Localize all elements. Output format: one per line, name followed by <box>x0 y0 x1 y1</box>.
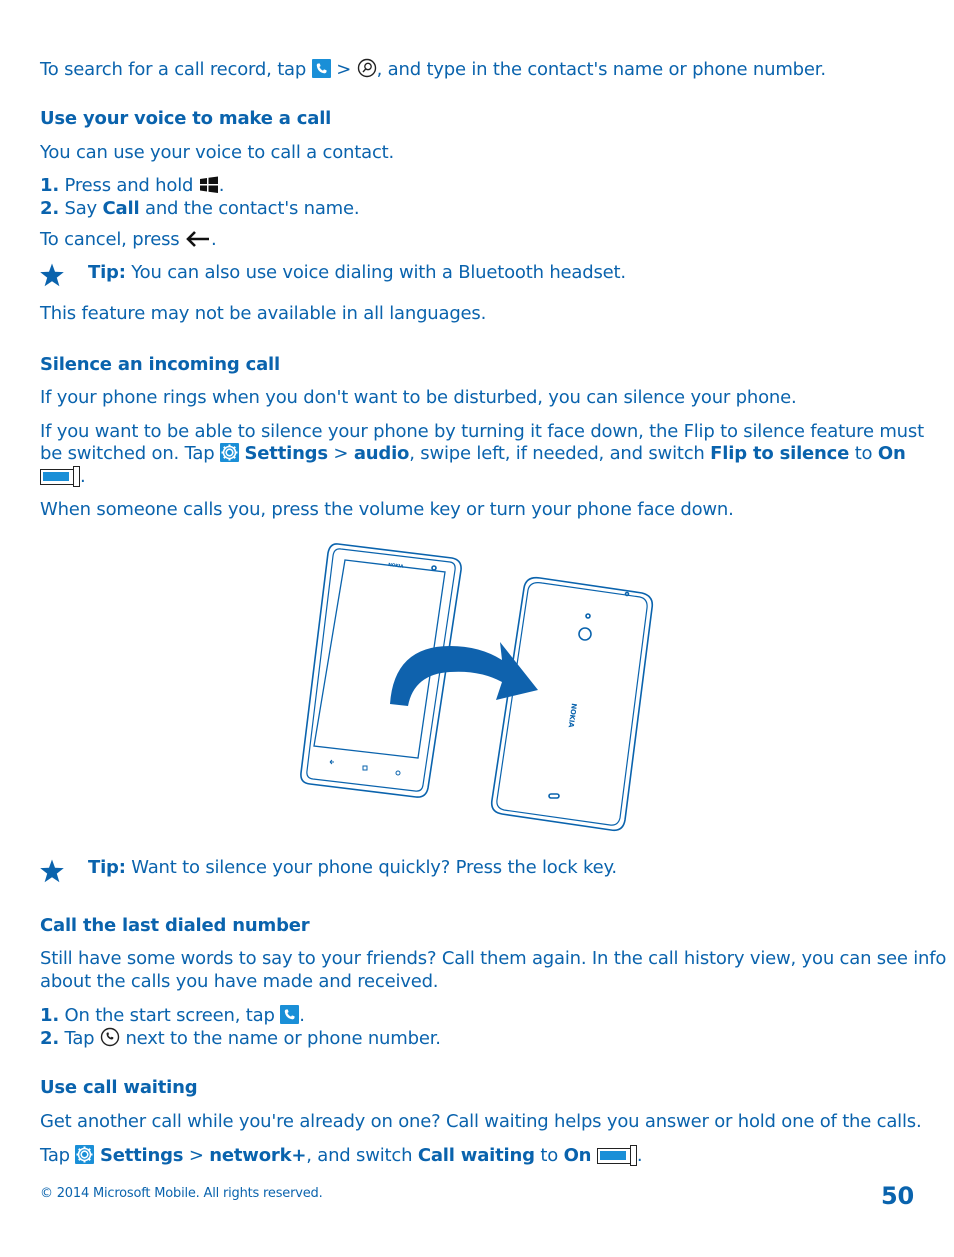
star-icon <box>39 858 65 889</box>
last-para-line-2: about the calls you have made and received. <box>40 971 439 992</box>
voice-availability: This feature may not be available in all languages. <box>40 303 487 324</box>
waiting-para: Get another call while you're already on one? Call waiting helps you answer or hold one of the calls. <box>40 1111 922 1132</box>
last-para-line-1: Still have some words to say to your friends? Call them again. In the call history view, you can see info <box>40 948 947 969</box>
last-step-1: 1. On the start screen, tap . <box>40 1005 305 1026</box>
voice-cancel: To cancel, press . <box>40 229 217 254</box>
waiting-instructions: Tap Settings > network+, and switch Call waiting to On . <box>40 1145 643 1166</box>
voice-para: You can use your voice to call a contact. <box>40 142 395 163</box>
voice-heading: Use your voice to make a call <box>40 108 332 129</box>
silence-para-1: If your phone rings when you don't want to be disturbed, you can silence your phone. <box>40 387 797 408</box>
search-icon <box>357 58 377 84</box>
flip-arrow-icon <box>390 642 538 706</box>
voice-tip: Tip: You can also use voice dialing with a Bluetooth headset. <box>88 262 626 283</box>
star-icon <box>39 262 65 293</box>
phone-tile-icon <box>280 1005 299 1024</box>
phone-flip-illustration <box>290 538 670 838</box>
silence-heading: Silence an incoming call <box>40 354 280 375</box>
voice-step-2: 2. Say Call and the contact's name. <box>40 198 360 219</box>
last-step-2: 2. Tap next to the name or phone number. <box>40 1027 441 1053</box>
last-heading: Call the last dialed number <box>40 915 310 936</box>
waiting-heading: Use call waiting <box>40 1077 198 1098</box>
silence-para-3: When someone calls you, press the volume key or turn your phone face down. <box>40 499 734 520</box>
settings-gear-icon <box>220 443 239 462</box>
brand-front: NOKIA <box>387 563 404 570</box>
toggle-on-icon <box>40 469 80 485</box>
silence-para-2-line-1: If you want to be able to silence your phone by turning it face down, the Flip to silence feature must <box>40 421 924 442</box>
page-number: 50 <box>881 1182 914 1210</box>
silence-para-2-line-2: be switched on. Tap Settings > audio, swipe left, if needed, and switch Flip to silence to On <box>40 443 906 464</box>
silence-toggle-line: . <box>40 466 86 488</box>
phone-tile-icon <box>312 59 331 78</box>
voice-step-1: 1. Press and hold . <box>40 175 224 200</box>
call-circle-icon <box>100 1027 120 1053</box>
back-arrow-icon <box>185 230 211 254</box>
silence-tip: Tip: Want to silence your phone quickly? Press the lock key. <box>88 857 617 878</box>
copyright: © 2014 Microsoft Mobile. All rights reserved. <box>40 1186 323 1201</box>
toggle-on-icon <box>597 1148 637 1164</box>
brand-back: NOKIA <box>566 702 578 728</box>
settings-gear-icon <box>75 1145 94 1164</box>
intro-line: To search for a call record, tap > , and type in the contact's name or phone number. <box>40 58 826 84</box>
phone-front-nav-icons <box>330 760 400 775</box>
windows-key-icon <box>199 176 219 200</box>
